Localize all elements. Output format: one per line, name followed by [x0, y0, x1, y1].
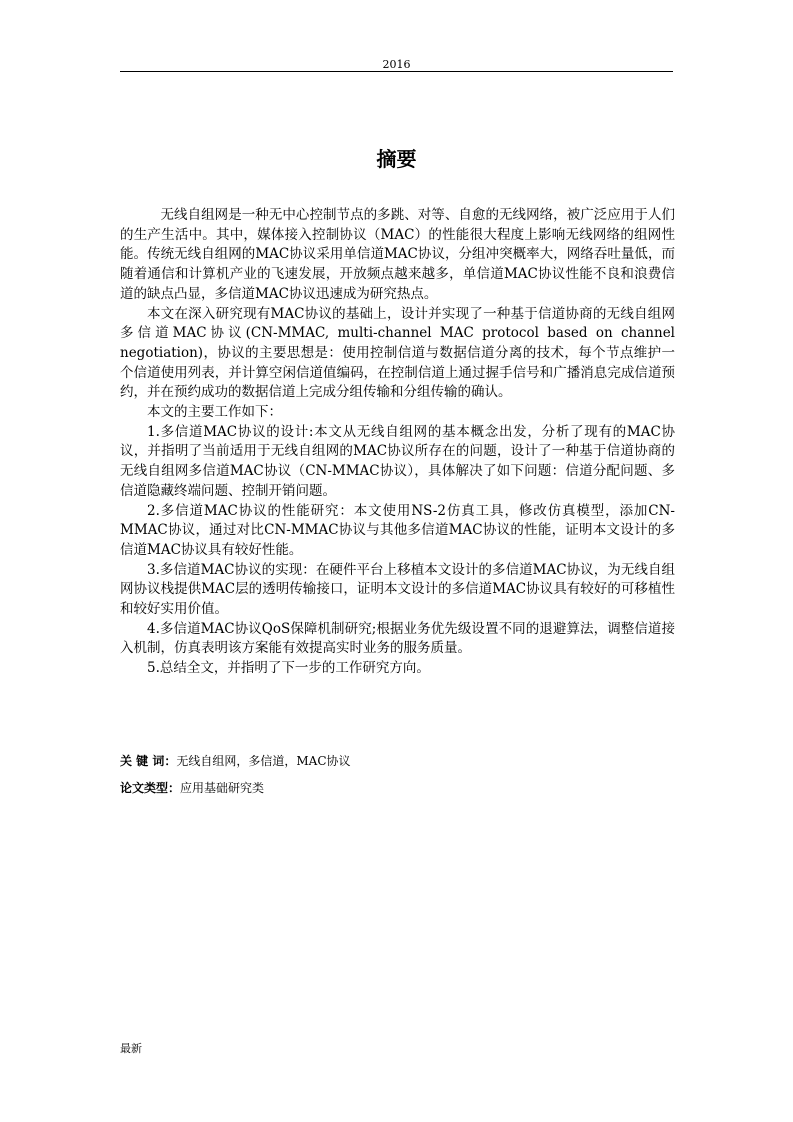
page-title: 摘要 [376, 147, 417, 171]
abstract-item-2: 2.多信道MAC协议的性能研究：本文使用NS-2仿真工具，修改仿真模型，添加CN-MMAC协议，通过对比CN-MMAC协议与其他多信道MAC协议的性能，证明本文设计的多信道MAC协议具有较好性能。 [120, 502, 675, 558]
abstract-item-5: 5.总结全文，并指明了下一步的工作研究方向。 [147, 660, 430, 677]
paper-type-value: 应用基础研究类 [180, 781, 265, 795]
abstract-item-4: 4.多信道MAC协议QoS保障机制研究;根据业务优先级设置不同的退避算法，调整信道接入机制，仿真表明该方案能有效提高实时业务的服务质量。 [120, 620, 675, 657]
footer-note: 最新 [120, 1042, 142, 1055]
abstract-paragraph-work-heading: 本文的主要工作如下： [147, 404, 282, 421]
abstract-item-1: 1.多信道MAC协议的设计:本文从无线自组网的基本概念出发，分析了现有的MAC协议，并指明了当前适用于无线自组网的MAC协议所存在的问题，设计了一种基于信道协商的无线自组网多信道MAC协议（CN-MMAC协议），具体解决了如下问题：信道分配问题、多信道隐藏终端问题、控制开销问题。 [120, 423, 675, 499]
keywords-value: 无线自组网，多信道，MAC协议 [176, 754, 351, 768]
abstract-paragraph-intro: 无线自组网是一种无中心控制节点的多跳、对等、自愈的无线网络，被广泛应用于人们的生产生活中。其中，媒体接入控制协议（MAC）的性能很大程度上影响无线网络的组网性能。传统无线自组网的MAC协议采用单信道MAC协议，分组冲突概率大，网络吞吐量低，而随着通信和计算机产业的飞速发展，开放频点越来越多，单信道MAC协议性能不良和浪费信道的缺点凸显，多信道MAC协议迅速成为研究热点。 [120, 207, 675, 302]
paper-type-label: 论文类型： [120, 781, 181, 795]
abstract-item-3: 3.多信道MAC协议的实现：在硬件平台上移植本文设计的多信道MAC协议，为无线自组网协议栈提供MAC层的透明传输接口，证明本文设计的多信道MAC协议具有较好的可移植性和较好实用价值。 [120, 561, 675, 618]
header-divider [120, 71, 673, 72]
header-year: 2016 [382, 58, 411, 71]
keywords-line [120, 753, 675, 769]
abstract-body [120, 206, 675, 679]
abstract-paragraph-design: 本文在深入研究现有MAC协议的基础上，设计并实现了一种基于信道协商的无线自组网多信道MAC协议(CN-MMAC, multi-channel MAC protocol based on channel negotiation)，协议的主要思想是：使用控制信道与数据信道分离的技术，每个节点维护一个信道使用列表，并计算空闲信道值编码，在控制信道上通过握手信号和广播消息完成信道预约，并在预约成功的数据信道上完成分组传输和分组传输的确认。 [120, 305, 675, 401]
keywords-label: 关 键 词： [120, 754, 177, 768]
paper-type-line [120, 780, 675, 796]
